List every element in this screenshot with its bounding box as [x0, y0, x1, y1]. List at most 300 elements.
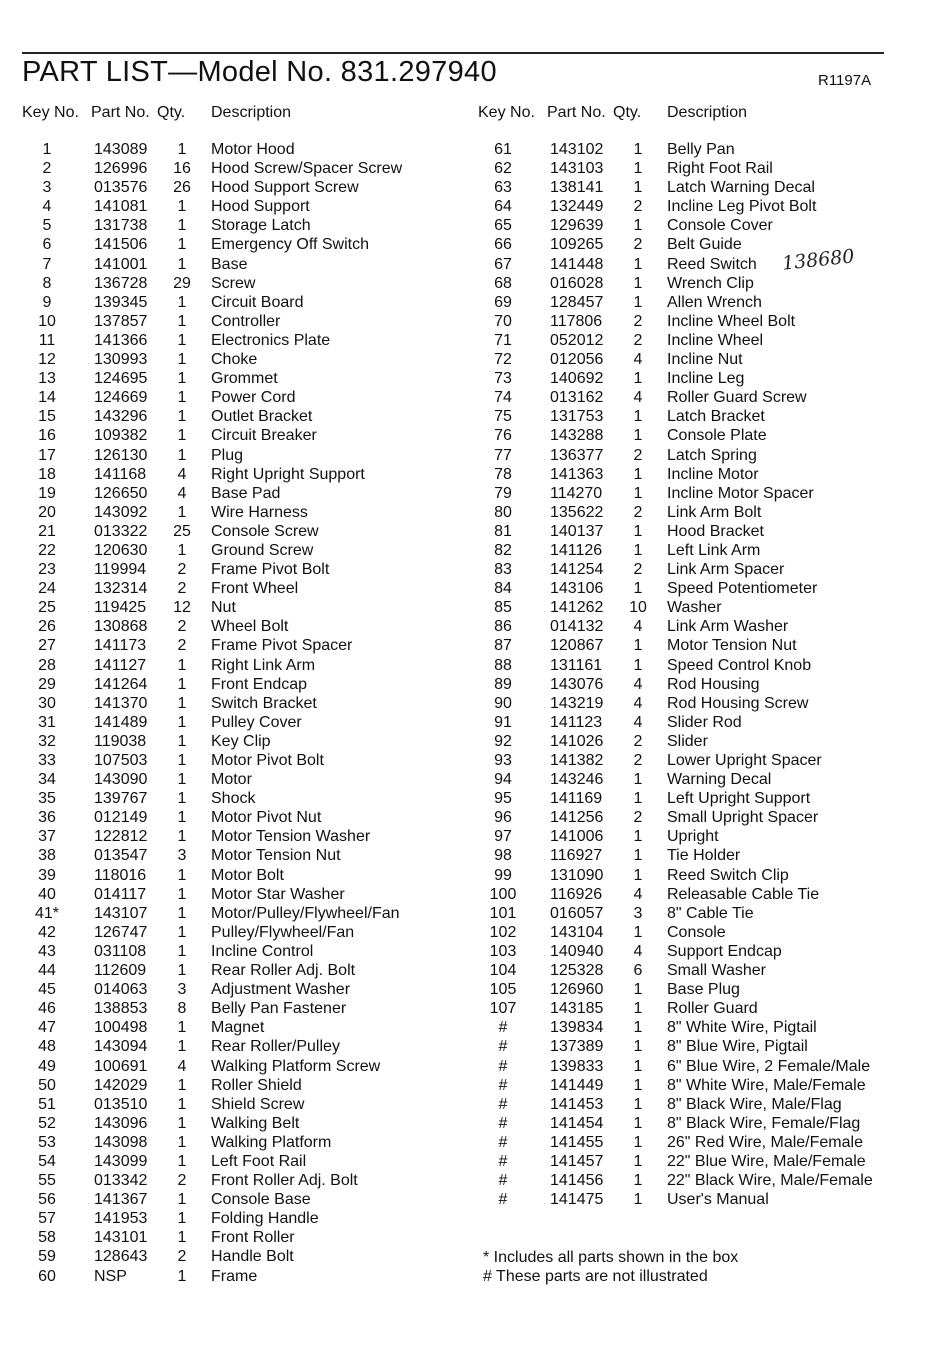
key-no-cell: 96 — [494, 809, 512, 827]
table-row — [22, 694, 462, 713]
part-no-cell: 143076 — [550, 675, 604, 693]
qty-cell: 1 — [177, 923, 187, 941]
key-no-cell: 43 — [38, 942, 56, 960]
qty-cell: 2 — [633, 752, 643, 769]
description-cell: 8" Black Wire, Female/Flag — [667, 1114, 861, 1132]
table-row — [22, 808, 462, 827]
description-cell: Rod Housing — [667, 675, 760, 693]
qty-cell: 1 — [177, 312, 187, 330]
table-row — [478, 694, 918, 713]
part-no-cell: 141256 — [550, 809, 604, 827]
description-cell: 22" Black Wire, Male/Female — [667, 1172, 873, 1190]
table-row — [22, 255, 462, 274]
qty-cell: 1 — [633, 1057, 643, 1075]
table-row — [478, 293, 918, 312]
part-no-cell: 143089 — [94, 141, 148, 158]
qty-cell: 4 — [633, 713, 643, 731]
key-no-cell: 91 — [494, 713, 512, 731]
description-cell: Walking Belt — [211, 1114, 300, 1132]
qty-cell: 1 — [633, 522, 643, 540]
qty-cell: 1 — [177, 1095, 187, 1113]
qty-cell: 1 — [177, 1210, 187, 1228]
qty-cell: 2 — [633, 809, 643, 827]
key-no-cell: 28 — [38, 656, 56, 674]
description-cell: Speed Potentiometer — [667, 580, 818, 598]
qty-cell: 1 — [633, 1000, 643, 1018]
key-no-cell: # — [498, 1114, 508, 1132]
description-cell: Frame Pivot Bolt — [211, 561, 330, 579]
key-no-cell: 19 — [38, 484, 56, 502]
description-cell: Rear Roller/Pulley — [211, 1038, 340, 1056]
qty-cell: 1 — [633, 541, 643, 559]
qty-cell: 2 — [633, 331, 643, 349]
description-cell: Small Upright Spacer — [667, 809, 819, 827]
part-no-cell: 143103 — [550, 160, 604, 178]
page-title: PART LIST—Model No. 831.297940 — [22, 56, 497, 88]
table-row — [478, 159, 918, 178]
part-no-cell: 116927 — [550, 847, 603, 865]
part-no-cell: 141455 — [550, 1133, 604, 1151]
qty-cell: 1 — [177, 942, 187, 960]
qty-cell: 1 — [177, 198, 187, 216]
table-row — [478, 808, 918, 827]
key-no-cell: 8 — [42, 274, 52, 292]
key-no-cell: 55 — [38, 1172, 56, 1190]
description-cell: Emergency Off Switch — [211, 236, 369, 254]
description-cell: Rear Roller Adj. Bolt — [211, 962, 356, 980]
description-cell: Link Arm Washer — [667, 618, 789, 636]
description-cell: Grommet — [211, 370, 278, 388]
description-cell: Roller Guard — [667, 1000, 758, 1018]
part-no-cell: 126747 — [94, 923, 148, 941]
qty-cell: 1 — [177, 713, 187, 731]
description-cell: Link Arm Bolt — [667, 503, 762, 521]
table-row — [478, 1018, 918, 1037]
key-no-cell: 80 — [494, 503, 512, 521]
table-row — [478, 369, 918, 388]
key-no-cell: # — [498, 1095, 508, 1113]
qty-cell: 26 — [173, 179, 191, 197]
part-no-cell: 013510 — [94, 1095, 148, 1113]
table-row — [22, 1267, 462, 1286]
qty-cell: 1 — [633, 141, 643, 158]
qty-cell: 1 — [633, 1114, 643, 1132]
key-no-cell: # — [498, 1191, 508, 1209]
qty-cell: 1 — [177, 732, 187, 750]
description-cell: Motor Hood — [211, 141, 295, 158]
description-cell: Handle Bolt — [211, 1248, 294, 1266]
part-no-cell: 143219 — [550, 694, 604, 712]
part-no-cell: 141262 — [550, 599, 604, 617]
qty-cell: 1 — [633, 656, 643, 674]
qty-cell: 6 — [633, 962, 643, 980]
qty-cell: 1 — [633, 866, 643, 884]
table-row — [478, 617, 918, 636]
qty-cell: 1 — [177, 885, 187, 903]
key-no-cell: 52 — [38, 1114, 56, 1132]
qty-cell: 1 — [177, 771, 187, 789]
qty-cell: 4 — [633, 942, 643, 960]
description-cell: Console Plate — [667, 427, 767, 445]
qty-cell: 2 — [633, 503, 643, 521]
table-row — [478, 388, 918, 407]
qty-cell: 1 — [633, 1019, 643, 1037]
description-cell: Small Washer — [667, 962, 766, 980]
key-no-cell: 41* — [34, 904, 60, 922]
key-no-cell: 103 — [489, 942, 517, 960]
description-cell: Folding Handle — [211, 1210, 319, 1228]
part-no-cell: 141475 — [550, 1191, 604, 1209]
part-no-cell: 100691 — [94, 1057, 148, 1075]
key-no-cell: 21 — [38, 522, 56, 540]
key-no-cell: # — [498, 1172, 508, 1190]
part-no-cell: 117806 — [550, 312, 603, 330]
description-cell: Slider — [667, 732, 708, 750]
description-cell: Shock — [211, 790, 256, 808]
qty-cell: 2 — [177, 1248, 187, 1266]
description-cell: User's Manual — [667, 1191, 769, 1209]
table-row — [22, 904, 462, 923]
key-no-cell: 15 — [38, 408, 56, 426]
qty-cell: 1 — [633, 1152, 643, 1170]
part-no-cell: 138141 — [550, 179, 604, 197]
table-row — [478, 961, 918, 980]
qty-cell: 3 — [633, 904, 643, 922]
key-no-cell: 45 — [38, 981, 56, 999]
table-row — [22, 1114, 462, 1133]
table-row — [22, 1057, 462, 1076]
part-no-cell: 126130 — [94, 446, 148, 464]
table-body-right — [478, 140, 918, 1209]
qty-cell: 1 — [633, 981, 643, 999]
description-cell: 6" Blue Wire, 2 Female/Male — [667, 1057, 871, 1075]
part-no-cell: 136728 — [94, 274, 148, 292]
table-row — [478, 274, 918, 293]
table-row — [22, 484, 462, 503]
part-no-cell: 131161 — [550, 656, 603, 674]
part-no-cell: 128643 — [94, 1248, 148, 1266]
part-no-cell: 141363 — [550, 465, 604, 483]
part-no-cell: 016028 — [550, 274, 604, 292]
key-no-cell: # — [498, 1038, 508, 1056]
key-no-cell: 75 — [494, 408, 512, 426]
key-no-cell: 71 — [494, 331, 512, 349]
part-no-cell: 143096 — [94, 1114, 148, 1132]
key-no-cell: 38 — [38, 847, 56, 865]
table-row — [22, 1037, 462, 1056]
header-desc: Description — [667, 104, 748, 121]
description-cell: Console Base — [211, 1191, 311, 1209]
key-no-cell: 83 — [494, 561, 512, 579]
part-no-cell: 143092 — [94, 503, 148, 521]
part-no-cell: 143090 — [94, 771, 148, 789]
table-row — [478, 598, 918, 617]
parts-table-left — [22, 104, 462, 1286]
table-row — [22, 961, 462, 980]
header-qty: Qty. — [613, 104, 642, 121]
table-row — [22, 350, 462, 369]
table-row — [22, 178, 462, 197]
qty-cell: 10 — [629, 599, 647, 617]
qty-cell: 1 — [633, 217, 643, 235]
qty-cell: 4 — [177, 465, 187, 483]
description-cell: Motor Pivot Nut — [211, 809, 322, 827]
part-no-cell: 141127 — [94, 656, 147, 674]
description-cell: Washer — [667, 599, 722, 617]
table-row — [22, 789, 462, 808]
qty-cell: 1 — [177, 446, 187, 464]
table-row — [22, 770, 462, 789]
qty-cell: 1 — [177, 866, 187, 884]
key-no-cell: 2 — [42, 160, 52, 178]
key-no-cell: 5 — [42, 217, 52, 235]
part-no-cell: 119994 — [94, 561, 147, 579]
table-row — [478, 1190, 918, 1209]
description-cell: 8" White Wire, Male/Female — [667, 1076, 866, 1094]
qty-cell: 2 — [177, 561, 187, 579]
key-no-cell: 48 — [38, 1038, 56, 1056]
description-cell: Latch Bracket — [667, 408, 765, 426]
key-no-cell: 62 — [494, 160, 512, 178]
description-cell: Screw — [211, 274, 256, 292]
part-no-cell: 143106 — [550, 580, 604, 598]
table-row — [22, 1133, 462, 1152]
key-no-cell: 29 — [38, 675, 56, 693]
description-cell: Right Foot Rail — [667, 160, 773, 178]
qty-cell: 1 — [177, 370, 187, 388]
description-cell: Outlet Bracket — [211, 408, 313, 426]
part-no-cell: 141081 — [94, 198, 148, 216]
qty-cell: 1 — [177, 1038, 187, 1056]
description-cell: Right Link Arm — [211, 656, 316, 674]
table-row — [478, 999, 918, 1018]
part-no-cell: 012056 — [550, 351, 604, 369]
description-cell: 26" Red Wire, Male/Female — [667, 1133, 863, 1151]
header-part: Part No. — [547, 104, 606, 121]
qty-cell: 2 — [177, 637, 187, 655]
part-no-cell: 141456 — [550, 1172, 604, 1190]
key-no-cell: 17 — [38, 446, 56, 464]
description-cell: Roller Shield — [211, 1076, 302, 1094]
description-cell: Belt Guide — [667, 236, 742, 254]
part-no-cell: 138853 — [94, 1000, 148, 1018]
key-no-cell: 97 — [494, 828, 512, 846]
key-no-cell: 16 — [38, 427, 56, 445]
key-no-cell: 87 — [494, 637, 512, 655]
qty-cell: 1 — [177, 217, 187, 235]
qty-cell: 1 — [177, 1076, 187, 1094]
qty-cell: 1 — [633, 923, 643, 941]
description-cell: Pulley/Flywheel/Fan — [211, 923, 355, 941]
description-cell: Console Cover — [667, 217, 773, 235]
table-row — [478, 484, 918, 503]
part-no-cell: 120630 — [94, 541, 148, 559]
table-row — [478, 560, 918, 579]
description-cell: Speed Control Knob — [667, 656, 812, 674]
key-no-cell: # — [498, 1152, 508, 1170]
qty-cell: 4 — [633, 389, 643, 407]
qty-cell: 1 — [177, 790, 187, 808]
table-row — [478, 1152, 918, 1171]
description-cell: Incline Motor Spacer — [667, 484, 814, 502]
part-no-cell: 016057 — [550, 904, 604, 922]
table-row — [478, 1114, 918, 1133]
description-cell: Lower Upright Spacer — [667, 752, 822, 769]
part-no-cell: 141026 — [550, 732, 604, 750]
description-cell: Incline Leg Pivot Bolt — [667, 198, 817, 216]
table-row — [478, 312, 918, 331]
table-row — [22, 293, 462, 312]
key-no-cell: 37 — [38, 828, 56, 846]
footnotes — [483, 1248, 738, 1286]
key-no-cell: 32 — [38, 732, 56, 750]
table-row — [478, 446, 918, 465]
part-no-cell: 141953 — [94, 1210, 148, 1228]
qty-cell: 16 — [173, 160, 191, 178]
key-no-cell: 24 — [38, 580, 56, 598]
table-row — [22, 827, 462, 846]
description-cell: Upright — [667, 828, 719, 846]
qty-cell: 1 — [177, 752, 187, 769]
table-row — [22, 1171, 462, 1190]
table-row — [22, 617, 462, 636]
key-no-cell: 100 — [489, 885, 517, 903]
part-no-cell: 131738 — [94, 217, 148, 235]
description-cell: 8" White Wire, Pigtail — [667, 1019, 817, 1037]
description-cell: Magnet — [211, 1019, 265, 1037]
qty-cell: 1 — [177, 427, 187, 445]
part-no-cell: 131753 — [550, 408, 604, 426]
part-no-cell: 141126 — [550, 541, 603, 559]
qty-cell: 2 — [177, 580, 187, 598]
table-row — [478, 579, 918, 598]
table-row — [22, 1095, 462, 1114]
description-cell: Controller — [211, 312, 281, 330]
part-no-cell: 109382 — [94, 427, 148, 445]
description-cell: Incline Control — [211, 942, 314, 960]
key-no-cell: 35 — [38, 790, 56, 808]
key-no-cell: 54 — [38, 1152, 56, 1170]
qty-cell: 2 — [633, 198, 643, 216]
description-cell: Incline Motor — [667, 465, 759, 483]
qty-cell: 1 — [177, 1267, 187, 1285]
table-row — [22, 426, 462, 445]
qty-cell: 1 — [177, 351, 187, 369]
qty-cell: 1 — [633, 580, 643, 598]
qty-cell: 1 — [177, 141, 187, 158]
qty-cell: 1 — [177, 331, 187, 349]
description-cell: Belly Pan Fastener — [211, 1000, 347, 1018]
key-no-cell: 65 — [494, 217, 512, 235]
key-no-cell: 26 — [38, 618, 56, 636]
part-no-cell: 052012 — [550, 331, 604, 349]
table-row — [22, 1076, 462, 1095]
description-cell: Incline Nut — [667, 351, 743, 369]
description-cell: Motor Bolt — [211, 866, 284, 884]
description-cell: Plug — [211, 446, 244, 464]
table-row — [478, 827, 918, 846]
description-cell: Incline Leg — [667, 370, 745, 388]
qty-cell: 1 — [633, 1191, 643, 1209]
part-no-cell: 128457 — [550, 293, 604, 311]
qty-cell: 1 — [177, 1229, 187, 1247]
description-cell: Left Upright Support — [667, 790, 811, 808]
qty-cell: 1 — [633, 160, 643, 178]
part-no-cell: 124669 — [94, 389, 148, 407]
part-no-cell: 014063 — [94, 981, 148, 999]
handwritten-note: 138680 — [781, 245, 856, 275]
description-cell: Roller Guard Screw — [667, 389, 807, 407]
qty-cell: 1 — [633, 1076, 643, 1094]
key-no-cell: 64 — [494, 198, 512, 216]
qty-cell: 1 — [633, 828, 643, 846]
part-no-cell: 135622 — [550, 503, 604, 521]
qty-cell: 1 — [177, 389, 187, 407]
qty-cell: 1 — [177, 503, 187, 521]
key-no-cell: 6 — [42, 236, 52, 254]
description-cell: Left Link Arm — [667, 541, 761, 559]
key-no-cell: 89 — [494, 675, 512, 693]
table-row — [478, 216, 918, 235]
description-cell: Support Endcap — [667, 942, 782, 960]
qty-cell: 1 — [633, 1172, 643, 1190]
key-no-cell: 14 — [38, 389, 56, 407]
table-row — [22, 598, 462, 617]
table-header — [22, 104, 462, 140]
qty-cell: 4 — [633, 885, 643, 903]
key-no-cell: 10 — [38, 312, 56, 330]
key-no-cell: 23 — [38, 561, 56, 579]
table-row — [478, 1057, 918, 1076]
table-row — [22, 866, 462, 885]
part-no-cell: 120867 — [550, 637, 604, 655]
key-no-cell: 66 — [494, 236, 512, 254]
table-row — [22, 713, 462, 732]
key-no-cell: 42 — [38, 923, 56, 941]
table-row — [478, 426, 918, 445]
description-cell: Rod Housing Screw — [667, 694, 809, 712]
part-no-cell: 141173 — [94, 637, 147, 655]
part-no-cell: 119425 — [94, 599, 147, 617]
qty-cell: 3 — [177, 847, 187, 865]
part-no-cell: 013162 — [550, 389, 604, 407]
part-no-cell: 143246 — [550, 771, 604, 789]
part-no-cell: 107503 — [94, 752, 148, 769]
table-row — [478, 407, 918, 426]
parts-table-right — [478, 104, 918, 1209]
part-no-cell: 141449 — [550, 1076, 604, 1094]
description-cell: Walking Platform — [211, 1133, 332, 1151]
part-no-cell: 141489 — [94, 713, 148, 731]
description-cell: Motor/Pulley/Flywheel/Fan — [211, 904, 400, 922]
table-row — [478, 178, 918, 197]
qty-cell: 8 — [177, 1000, 187, 1018]
key-no-cell: 78 — [494, 465, 512, 483]
table-row — [22, 235, 462, 254]
part-no-cell: 031108 — [94, 942, 147, 960]
part-no-cell: 141001 — [94, 255, 148, 273]
part-no-cell: 143107 — [94, 904, 148, 922]
description-cell: Allen Wrench — [667, 293, 762, 311]
description-cell: Console Screw — [211, 522, 319, 540]
qty-cell: 1 — [177, 962, 187, 980]
key-no-cell: 90 — [494, 694, 512, 712]
part-no-cell: 140940 — [550, 942, 604, 960]
table-row — [22, 999, 462, 1018]
table-row — [22, 216, 462, 235]
table-row — [478, 923, 918, 942]
qty-cell: 1 — [633, 1133, 643, 1151]
